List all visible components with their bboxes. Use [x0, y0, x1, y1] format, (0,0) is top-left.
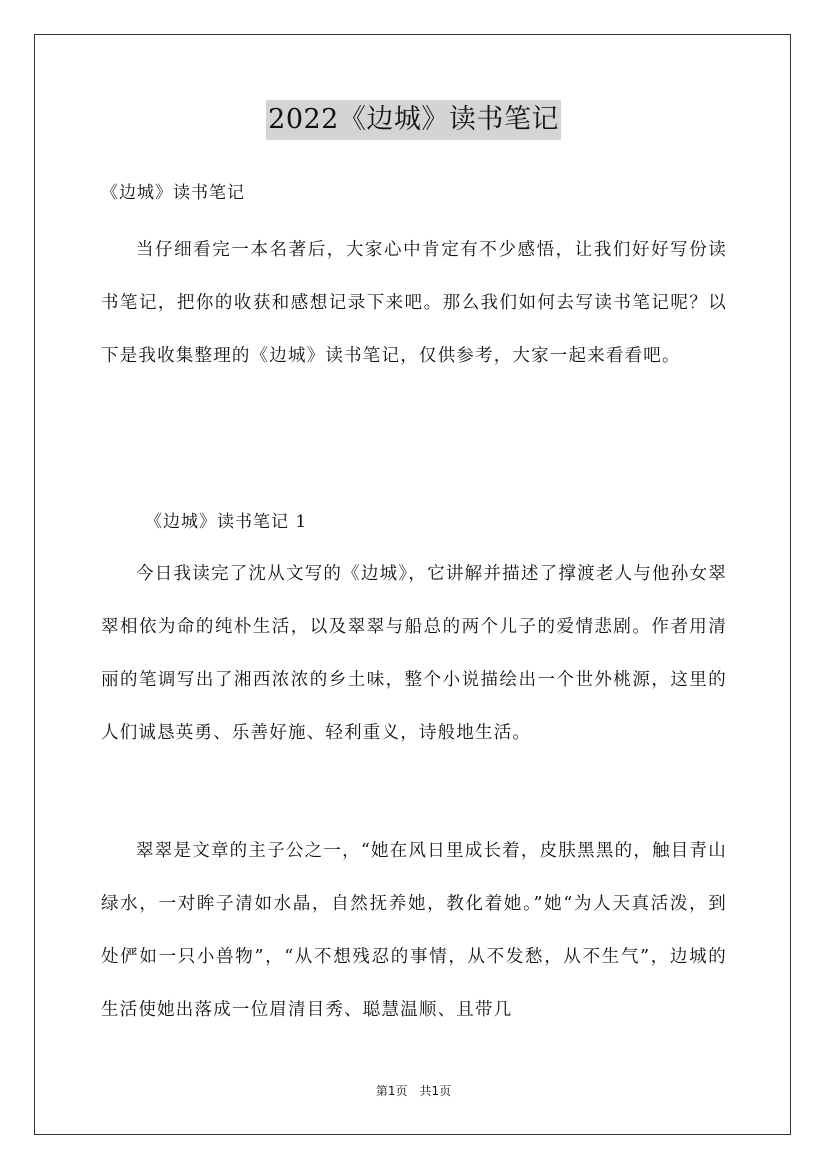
- intro-paragraph-block: [101, 224, 727, 383]
- document-title: 2022《边城》读书笔记: [266, 100, 561, 140]
- title-container: [0, 100, 827, 140]
- page-footer: 第1页 共1页: [375, 1084, 452, 1098]
- document-subheading: 《边城》读书笔记: [101, 183, 245, 203]
- intro-paragraph: 当仔细看完一本名著后，大家心中肯定有不少感悟，让我们好好写份读书笔记，把你的收获和感想记录下来吧。那么我们如何去写读书笔记呢？以下是我收集整理的《边城》读书笔记，仅供参考，大家一起来看看吧。: [101, 240, 727, 366]
- paragraph-2: 今日我读完了沈从文写的《边城》，它讲解并描述了撑渡老人与他孙女翠翠相依为命的纯朴生活，以及翠翠与船总的两个儿子的爱情悲剧。作者用清丽的笔调写出了湘西浓浓的乡土味，整个小说描绘出一个世外桃源，这里的人们诚恳英勇、乐善好施、轻利重义，诗般地生活。: [101, 564, 727, 743]
- paragraph-2-block: [101, 548, 727, 760]
- section-title: 《边城》读书笔记 1: [145, 512, 308, 532]
- paragraph-3: 翠翠是文章的主子公之一，“她在风日里成长着，皮肤黑黑的，触目青山绿水，一对眸子清如水晶，自然抚养她，教化着她。”她“为人天真活泼，到处俨如一只小兽物”，“从不想残忍的事情，从不发愁，从不生气”，边城的生活使她出落成一位眉清目秀、聪慧温顺、且带几: [101, 841, 727, 1020]
- paragraph-3-block: [101, 825, 727, 1037]
